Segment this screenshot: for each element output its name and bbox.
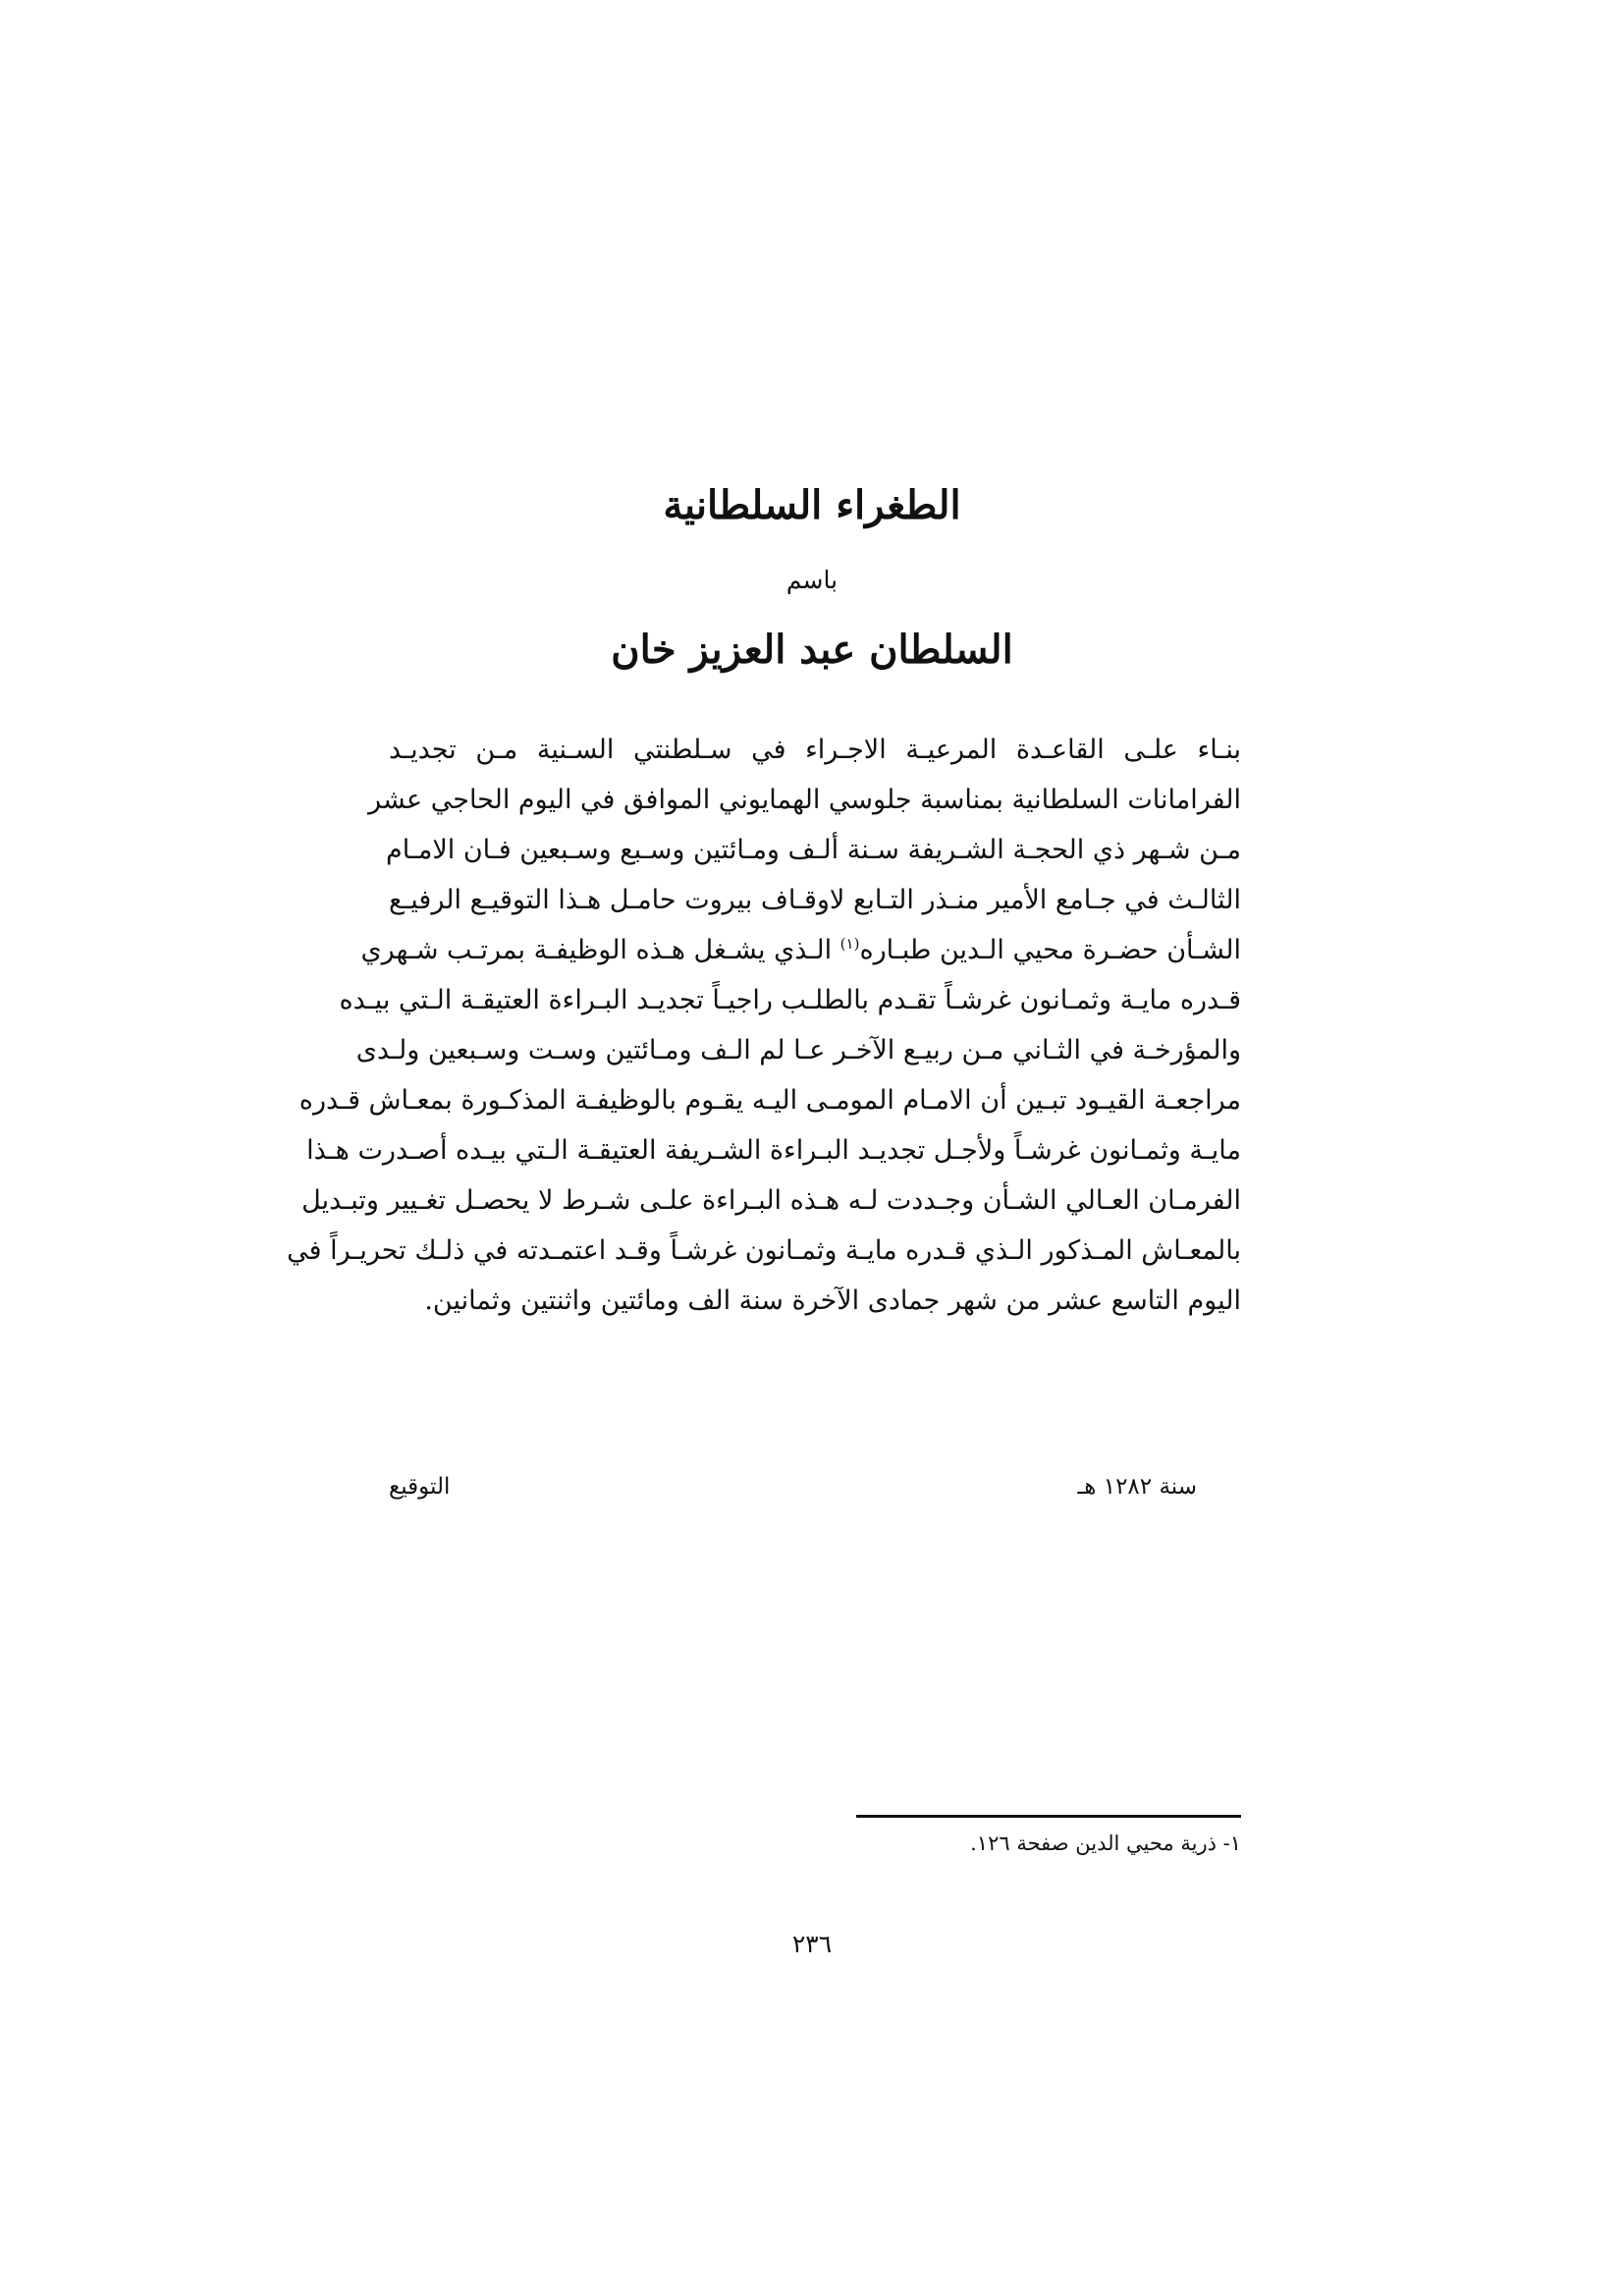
body-line: مراجعـة القيـود تبـين أن الامـام المومـى اليـه يقـوم بالوظيفـة المذكـورة بمعـاش قـدره — [298, 1085, 1241, 1116]
page-number: ٢٣٦ — [791, 1930, 833, 1958]
body-line: مايـة وثمـانون غرشـاً ولأجـل تجديـد البـراءة الشـريفة العتيقـة الـتي بيـده أصـدرت هـذا — [306, 1135, 1241, 1166]
decree-body — [287, 725, 1241, 1326]
sultan-name-heading: السلطان عبد العزيز خان — [611, 627, 1013, 673]
footnote: ١- ذرية محيي الدين صفحة ١٢٦. — [970, 1831, 1241, 1855]
footnote-marker: (١) — [839, 935, 860, 953]
body-line: مـن شـهر ذي الحجـة الشـريفة سـنة ألـف ومـائتين وسـبع وسـبعين فـان الامـام — [386, 835, 1241, 865]
footnote-divider — [856, 1815, 1241, 1818]
bism-label: باسم — [785, 566, 839, 594]
document-title: الطغراء السلطانية — [663, 482, 961, 528]
body-line: الفرامانات السلطانية بمناسبة جلوسي الهمايوني الموافق في اليوم الحاجي عشر — [368, 785, 1241, 815]
body-line-final: اليوم التاسع عشر من شهر جمادى الآخرة سنة الف ومائتين واثنتين وثمانين. — [424, 1285, 1241, 1316]
body-line: الفرمـان العـالي الشـأن وجـددت لـه هـذه البـراءة علـى شـرط لا يحصـل تغـيير وتبـديل — [301, 1185, 1241, 1216]
signature-label: التوقيع — [389, 1474, 451, 1500]
body-line-start: الشـأن حضـرة محيي الـدين طبـاره — [859, 935, 1241, 965]
hijri-year: سنة ١٢٨٢ هـ — [1077, 1474, 1197, 1500]
body-line: بنـاء علـى القاعـدة المرعيـة الاجـراء في سـلطنتي السـنية مـن تجديـد — [389, 735, 1241, 765]
body-line-with-footnote — [360, 925, 1241, 975]
body-line: والمؤرخـة في الثـاني مـن ربيـع الآخـر عـا لم الـف ومـائتين وسـت وسـبعين ولـدى — [355, 1035, 1241, 1066]
body-line-end: الـذي يشـغل هـذه الوظيفـة بمرتـب شـهري — [360, 935, 833, 965]
body-line: الثالـث في جـامع الأمير منـذر التـابع لاوقـاف بيروت حامـل هـذا التوقيـع الرفيـع — [389, 885, 1241, 915]
body-line: بالمعـاش المـذكور الـذي قـدره مايـة وثمـانون غرشـاً وقـد اعتمـدته في ذلـك تحريـراً في — [287, 1235, 1241, 1266]
body-line: قـدره مايـة وثمـانون غرشـاً تقـدم بالطلـب راجيـاً تجديـد البـراءة العتيقـة الـتي بيـده — [339, 985, 1241, 1015]
date-signature-row — [389, 1467, 1241, 1506]
